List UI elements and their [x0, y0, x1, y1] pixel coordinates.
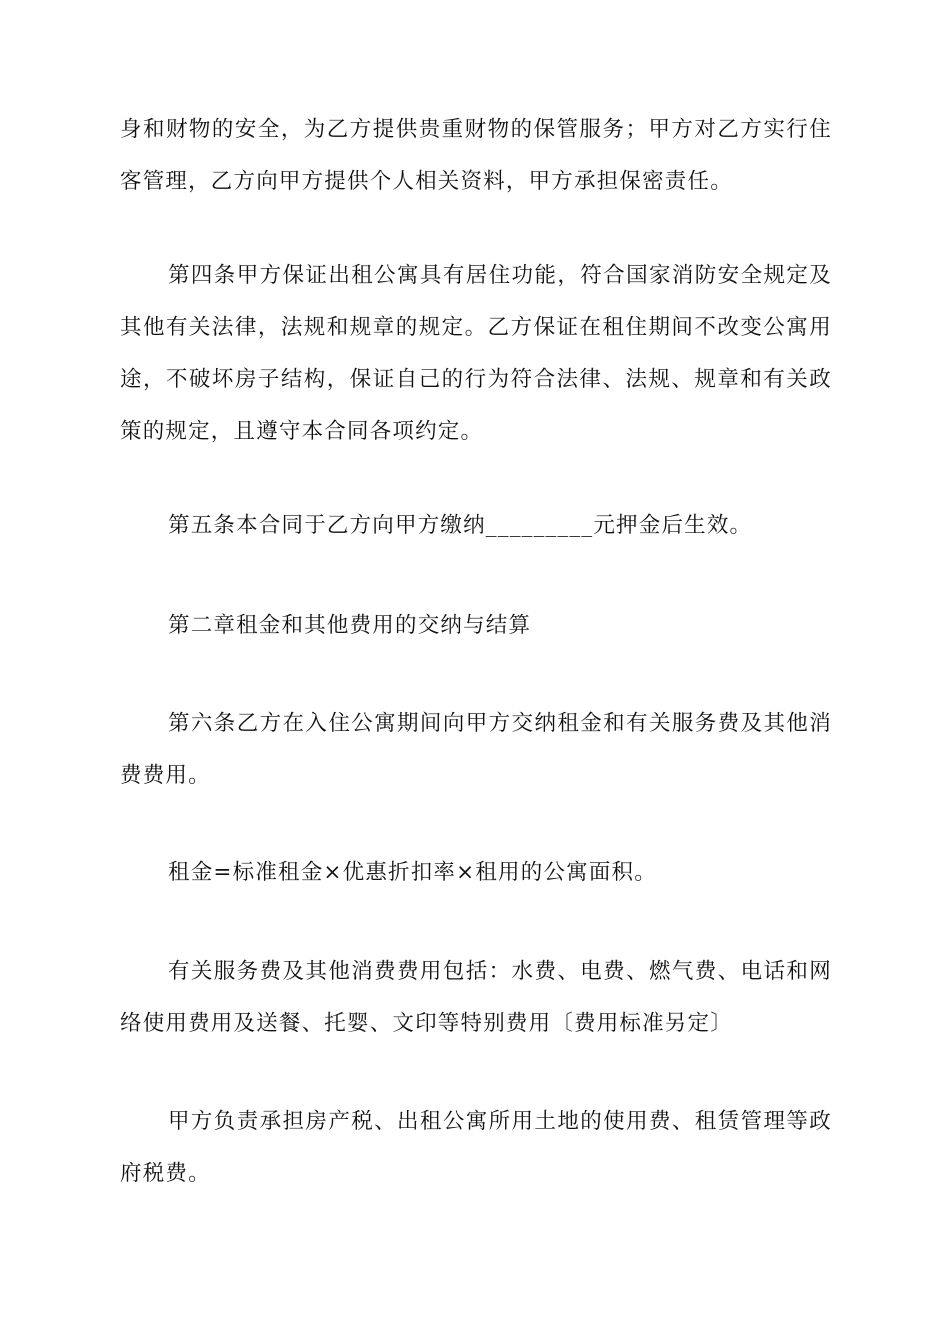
chapter-heading: 第二章租金和其他费用的交纳与结算 [168, 613, 532, 638]
paragraph-service-fees: 有关服务费及其他消费费用包括：水费、电费、燃气费、电话和网络使用费用及送餐、托婴、文印等特别费用〔费用标准另定〕 [120, 959, 832, 1036]
paragraph-continuation: 身和财物的安全，为乙方提供贵重财物的保管服务；甲方对乙方实行住客管理，乙方向甲方提供个人相关资料，甲方承担保密责任。 [120, 117, 832, 194]
paragraph-article-4: 第四条甲方保证出租公寓具有居住功能，符合国家消防安全规定及其他有关法律，法规和规章的规定。乙方保证在租住期间不改变公寓用途，不破坏房子结构，保证自己的行为符合法律、法规、规章和有关政策的规定，且遵守本合同各项约定。 [120, 263, 832, 444]
paragraph-taxes: 甲方负责承担房产税、出租公寓所用土地的使用费、租赁管理等政府税费。 [120, 1109, 832, 1186]
paragraph-rent-formula: 租金=标准租金×优惠折扣率×租用的公寓面积。 [168, 860, 657, 885]
paragraph-article-5: 第五条本合同于乙方向甲方缴纳_________元押金后生效。 [168, 513, 753, 538]
paragraph-article-6: 第六条乙方在入住公寓期间向甲方交纳租金和有关服务费及其他消费费用。 [120, 711, 832, 788]
